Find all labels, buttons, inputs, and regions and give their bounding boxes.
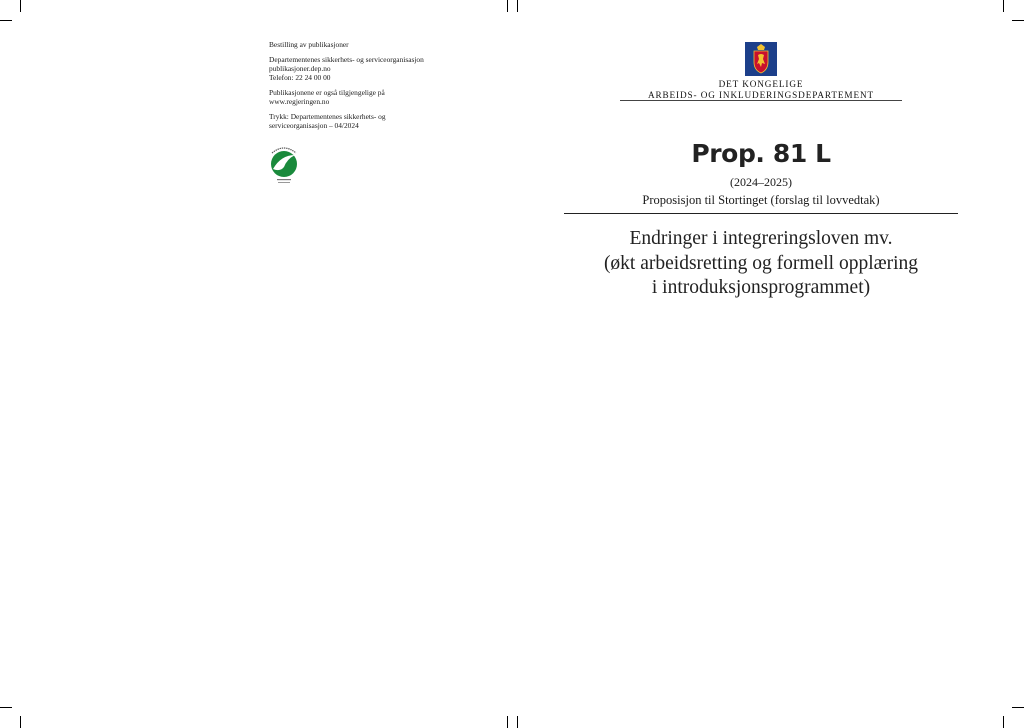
proposition-number: Prop. 81 L	[691, 139, 831, 168]
crop-mark	[1003, 716, 1004, 728]
crop-mark	[517, 716, 518, 728]
government-url[interactable]: www.regjeringen.no	[269, 97, 330, 106]
crop-mark	[517, 0, 518, 12]
ministry-line-2: ARBEIDS- OG INKLUDERINGSDEPARTEMENT	[647, 89, 875, 100]
print-line-2: serviceorganisasjon – 04/2024	[269, 121, 359, 130]
crop-mark	[0, 20, 12, 21]
nordic-swan-ecolabel-icon	[269, 141, 299, 185]
crop-mark	[20, 716, 21, 728]
crop-mark	[1012, 707, 1024, 708]
title-line-2: (økt arbeidsretting og formell opplæring	[603, 252, 919, 274]
phone-number: Telefon: 22 24 00 00	[269, 73, 331, 82]
session-years: (2024–2025)	[730, 175, 792, 189]
divider	[564, 213, 958, 214]
crop-mark	[20, 0, 21, 12]
crop-mark	[1003, 0, 1004, 12]
colophon	[269, 40, 469, 130]
crop-mark	[507, 716, 508, 728]
proposition-title	[560, 227, 962, 301]
publications-url[interactable]: publikasjoner.dep.no	[269, 64, 331, 73]
crop-mark	[0, 707, 12, 708]
ministry-underline	[620, 100, 902, 101]
ministry-name	[620, 79, 902, 101]
ministry-line-1: DET KONGELIGE	[718, 79, 804, 89]
title-line-3: i introduksjonsprogrammet)	[651, 277, 871, 298]
order-heading: Bestilling av publikasjoner	[269, 40, 349, 49]
proposition-type: Proposisjon til Stortinget (forslag til lovvedtak)	[642, 193, 880, 207]
print-line-1: Trykk: Departementenes sikkerhets- og	[269, 112, 386, 121]
title-line-1: Endringer i integreringsloven mv.	[629, 228, 893, 249]
online-note: Publikasjonene er også tilgjengelige på	[269, 88, 385, 97]
org-name: Departementenes sikkerhets- og serviceorganisasjon	[269, 55, 424, 64]
royal-coat-of-arms-icon	[745, 42, 777, 76]
crop-mark	[507, 0, 508, 12]
crop-mark	[1012, 20, 1024, 21]
